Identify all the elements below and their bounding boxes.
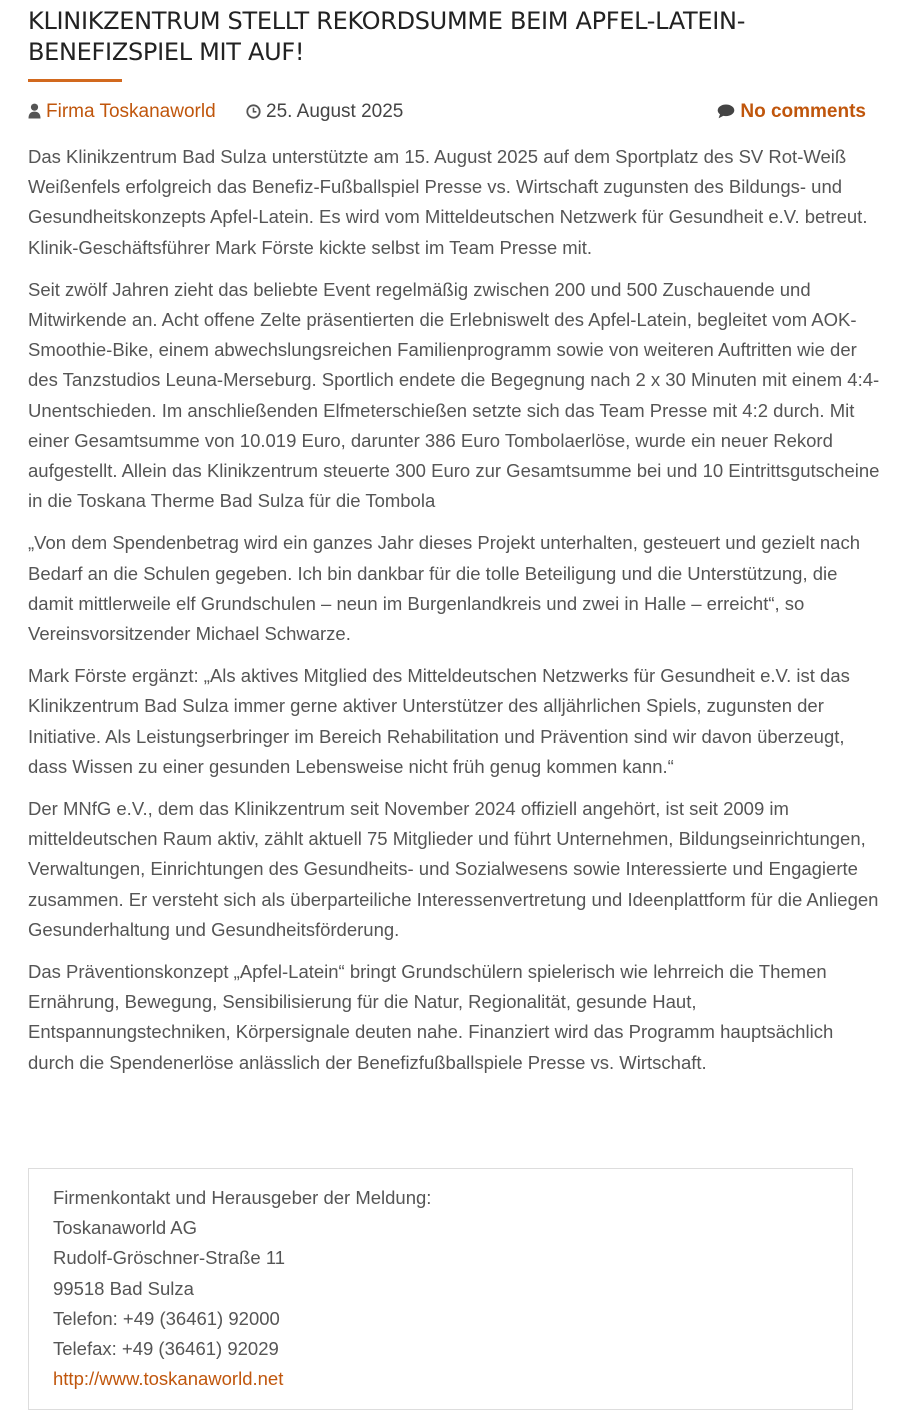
contact-heading: Firmenkontakt und Herausgeber der Meldung: bbox=[53, 1187, 432, 1208]
comments-label: No comments bbox=[740, 101, 866, 122]
contact-fax: Telefax: +49 (36461) 92029 bbox=[53, 1338, 279, 1360]
paragraph-1: Das Klinikzentrum Bad Sulza unterstützte am 15. August 2025 auf dem Sportplatz des SV Rot-Weiß Weißenfels erfolgreich das Benefiz-Fußballspiel Presse vs. Wirtschaft zugunsten des Bildungs- und Gesundheitskonzepts Apfel-Latein. Es wird vom Mitteldeutschen Netzwerk für Gesundheit e.V. betreut. Klinik-Geschäftsführer Mark Förste kickte selbst im Team Presse mit. bbox=[28, 146, 868, 258]
paragraph-2: Seit zwölf Jahren zieht das beliebte Event regelmäßig zwischen 200 und 500 Zuschauende und Mitwirkende an. Acht offene Zelte präsentierten die Erlebniswelt des Apfel-Latein, begleitet vom AOK-Smoothie-Bike, einem abwechslungsreichen Familienprogramm sowie von weiteren Auftritten wie der des Tanzstudios Leuna-Merseburg. Sportlich endete die Begegnung nach 2 x 30 Minuten mit einem 4:4-Unentschieden. Im anschließenden Elfmeterschießen setzte sich das Team Presse mit 4:2 durch. Mit einer Gesamtsumme von 10.019 Euro, darunter 386 Euro Tombolaerlöse, wurde ein neuer Rekord aufgestellt. Allein das Klinikzentrum steuerte 300 Euro zur Gesamtsumme bei und 10 Eintrittsgutscheine in die Toskana Therme Bad Sulza für die Tombola bbox=[28, 278, 880, 512]
article-title: KLINIKZENTRUM STELLT REKORDSUMME BEIM APFEL-LATEIN-BENEFIZSPIEL MIT AUF! bbox=[28, 7, 746, 66]
date-text: 25. August 2025 bbox=[266, 101, 404, 122]
author-link[interactable] bbox=[28, 100, 216, 124]
comments-link[interactable] bbox=[717, 100, 866, 124]
contact-phone: Telefon: +49 (36461) 92000 bbox=[53, 1307, 280, 1329]
comment-icon bbox=[717, 104, 735, 119]
article-body bbox=[28, 142, 880, 1078]
paragraph-4: Mark Förste ergänzt: „Als aktives Mitglied des Mitteldeutschen Netzwerks für Gesundheit e.V. ist das Klinikzentrum Bad Sulza immer gerne aktiver Unterstützer des alljährlichen Spiels, zugunsten der Initiative. Als Leistungserbringer im Bereich Rehabilitation und Prävention sind wir davon überzeugt, dass Wissen zu einer gesunden Lebensweise nicht früh genug kommen kann.“ bbox=[28, 665, 850, 777]
website-link[interactable]: http://www.toskanaworld.net bbox=[53, 1368, 284, 1390]
article-meta bbox=[28, 100, 880, 124]
paragraph-3: „Von dem Spendenbetrag wird ein ganzes Jahr dieses Projekt unterhalten, gesteuert und gezielt nach Bedarf an die Schulen gegeben. Ich bin dankbar für die tolle Beteiligung und die Unterstützung, die damit mittlerweile elf Grundschulen – neun im Burgenlandkreis und zwei in Halle – erreicht“, so Vereinsvorsitzender Michael Schwarze. bbox=[28, 532, 861, 645]
author-name: Firma Toskanaworld bbox=[46, 101, 216, 122]
contact-box bbox=[28, 1168, 853, 1410]
paragraph-6: Das Präventionskonzept „Apfel-Latein“ bringt Grundschülern spielerisch wie lehrreich die Themen Ernährung, Bewegung, Sensibilisierung für die Natur, Regionalität, gesunde Haut, Entspannungstechniken, Körpersignale deuten nahe. Finanziert wird das Programm hauptsächlich durch die Spendenerlöse anlässlich der Benefizfußballspiele Presse vs. Wirtschaft. bbox=[28, 961, 834, 1073]
article bbox=[28, 0, 880, 1090]
contact-company: Toskanaworld AG bbox=[53, 1217, 197, 1239]
contact-street: Rudolf-Gröschner-Straße 11 bbox=[53, 1247, 286, 1269]
contact-city: 99518 Bad Sulza bbox=[53, 1277, 194, 1299]
title-underline bbox=[28, 79, 122, 82]
clock-icon bbox=[246, 104, 261, 119]
paragraph-5: Der MNfG e.V., dem das Klinikzentrum seit November 2024 offiziell angehört, ist seit 2009 im mitteldeutschen Raum aktiv, zählt aktuell 75 Mitglieder und führt Unternehmen, Bildungseinrichtungen, Verwaltungen, Einrichtungen des Gesundheits- und Sozialwesens sowie Interessierte und Engagierte zusammen. Er versteht sich als überparteiliche Interessenvertretung und Ideenplattform für die Anliegen Gesunderhaltung und Gesundheitsförderung. bbox=[28, 798, 879, 940]
post-date bbox=[246, 100, 403, 124]
user-icon bbox=[28, 103, 41, 119]
